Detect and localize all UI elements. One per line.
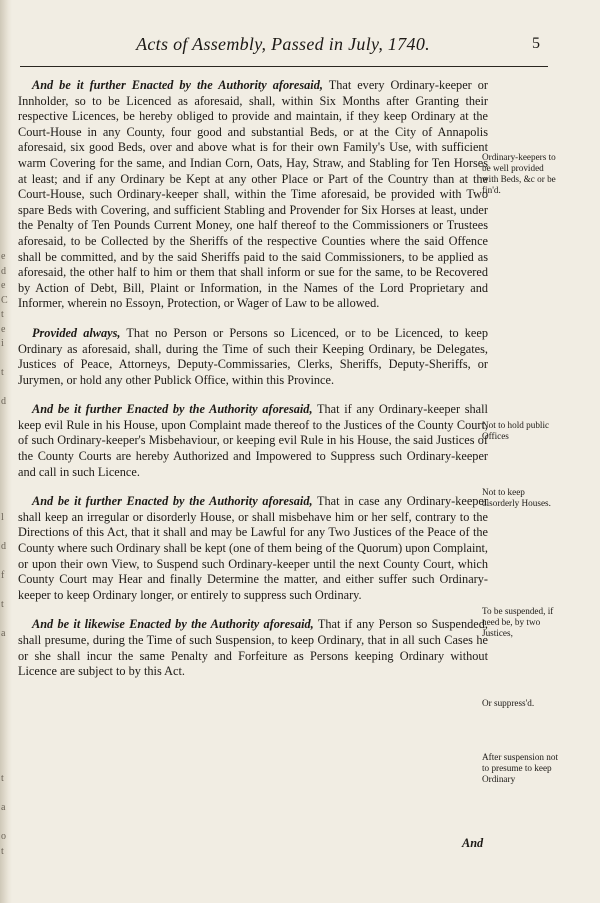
paragraph-5 bbox=[18, 617, 488, 679]
paragraph-lead: And be it further Enacted by the Authority aforesaid, bbox=[32, 402, 313, 417]
paragraph-text: That in case any Ordinary-keeper shall keep an irregular or disorderly House, or shall misbehave him or her self, contrary to the Directions of this Act, that it shall and may be Lawful for any Two Justices of the Peace of the County where such Ordinary shall be kept (one of them being of the Quorum) upon Complaint, or upon their own View, to Suspend such Ordinary-keeper until the next County Court, which County Court may Hear and finally Determine the matter, and either suffer such Ordinary-keeper to keep Ordinary longer, or entirely to suppress such Ordinary. bbox=[18, 494, 488, 602]
body-text bbox=[18, 78, 488, 694]
binding-gutter bbox=[0, 0, 12, 903]
header-rule bbox=[20, 66, 548, 67]
paragraph-3 bbox=[18, 402, 488, 480]
margin-note-beds: Ordinary-keepers to be well provided with Beds, &c or be fin'd. bbox=[482, 152, 556, 195]
margin-note-suspended: To be suspended, if need be, by two Justices, bbox=[482, 606, 554, 638]
header-title: Acts of Assembly, Passed in July, 1740. bbox=[136, 34, 430, 54]
paragraph-lead: Provided always, bbox=[32, 325, 121, 340]
paragraph-lead: And be it further Enacted by the Authority aforesaid, bbox=[32, 494, 313, 509]
paragraph-text: That if any Person so Suspended, shall presume, during the Time of such Suspension, to keep Ordinary, that in all such Cases he or she shall incur the same Penalty and Forfeiture as Persons keeping Ordinary without Licence are subject to by this Act. bbox=[18, 617, 488, 679]
margin-note-suppressed: Or suppress'd. bbox=[482, 698, 535, 708]
paragraph-lead: And be it likewise Enacted by the Authority aforesaid, bbox=[32, 617, 314, 632]
paragraph-2 bbox=[18, 326, 488, 388]
gutter-bleed-text: e d e C t e i t d l d f t a t a o t bbox=[1, 251, 8, 857]
paragraph-1 bbox=[18, 78, 488, 312]
paragraph-text: That if any Ordinary-keeper shall keep evil Rule in his House, upon Complaint made thereof to the Justices of the County Court, of such Ordinary-keeper's Misbehaviour, or keeping evil Rule in his House, the said Justices of the County Courts are hereby Authorized and Impowered to Suppress such Ordinary-keeper and call in such Licence. bbox=[18, 402, 488, 479]
margin-note-disorderly: Not to keep disorderly Houses. bbox=[482, 487, 551, 508]
paragraph-text: That no Person or Persons so Licenced, or to be Licenced, to keep Ordinary as aforesaid, shall, during the Time of such their Keeping Ordinary, be Delegates, Justices of Peace, Attorneys, Deputy-Commissaries, Clerks, Sheriffs, Deputy-Sheriffs, or Jurymen, or hold any other Publick Office, within this Province. bbox=[18, 325, 488, 387]
paragraph-lead: And be it further Enacted by the Authority aforesaid, bbox=[32, 78, 323, 92]
running-header bbox=[18, 32, 548, 58]
paragraph-4 bbox=[18, 494, 488, 603]
margin-note-after-suspension: After suspension not to presume to keep Ordinary bbox=[482, 752, 559, 784]
page-number: 5 bbox=[532, 35, 540, 52]
margin-note-public-offices: Not to hold public Offices bbox=[482, 420, 550, 441]
paragraph-text: That every Ordinary-keeper or Innholder, so to be Licenced as aforesaid, shall, within Six Months after Granting their respective Licences, be hereby obliged to provide and maintain, if they keep Ordinary at the Court-House in any County, four good and substantial Beds, or at the City of Annapolis aforesaid, six good Beds, over and above what is for their own Family's Use, with sufficient warm Covering for the same, and Indian Corn, Oats, Hay, Straw, and Stabling for Ten Horses at least; and if any Ordinary be Kept at any other Place or Part of the Country than at the Court-House, such Ordinary-keeper shall, within the Time aforesaid, be provided with Two spare Beds with Covering, and sufficient Stabling and Provender for Six Horses at least, under the Penalty of Ten Pounds Current Money, one half thereof to the Commissioners or Trustees aforesaid, to be Collected by the Sheriffs of the respective Counties where the said Offence shall be committed, and by the said Sheriffs paid to the said Commissioners, to be applied as aforesaid, the other half to him or them that shall inform or sue for the same, to be Recovered by Action of Debt, Bill, Plaint or Information, in the Names of the Lord Proprietary and Informer, wherein no Essoyn, Protection, or Wager of Law to be allowed. bbox=[18, 78, 488, 311]
catchword: And bbox=[462, 836, 484, 850]
